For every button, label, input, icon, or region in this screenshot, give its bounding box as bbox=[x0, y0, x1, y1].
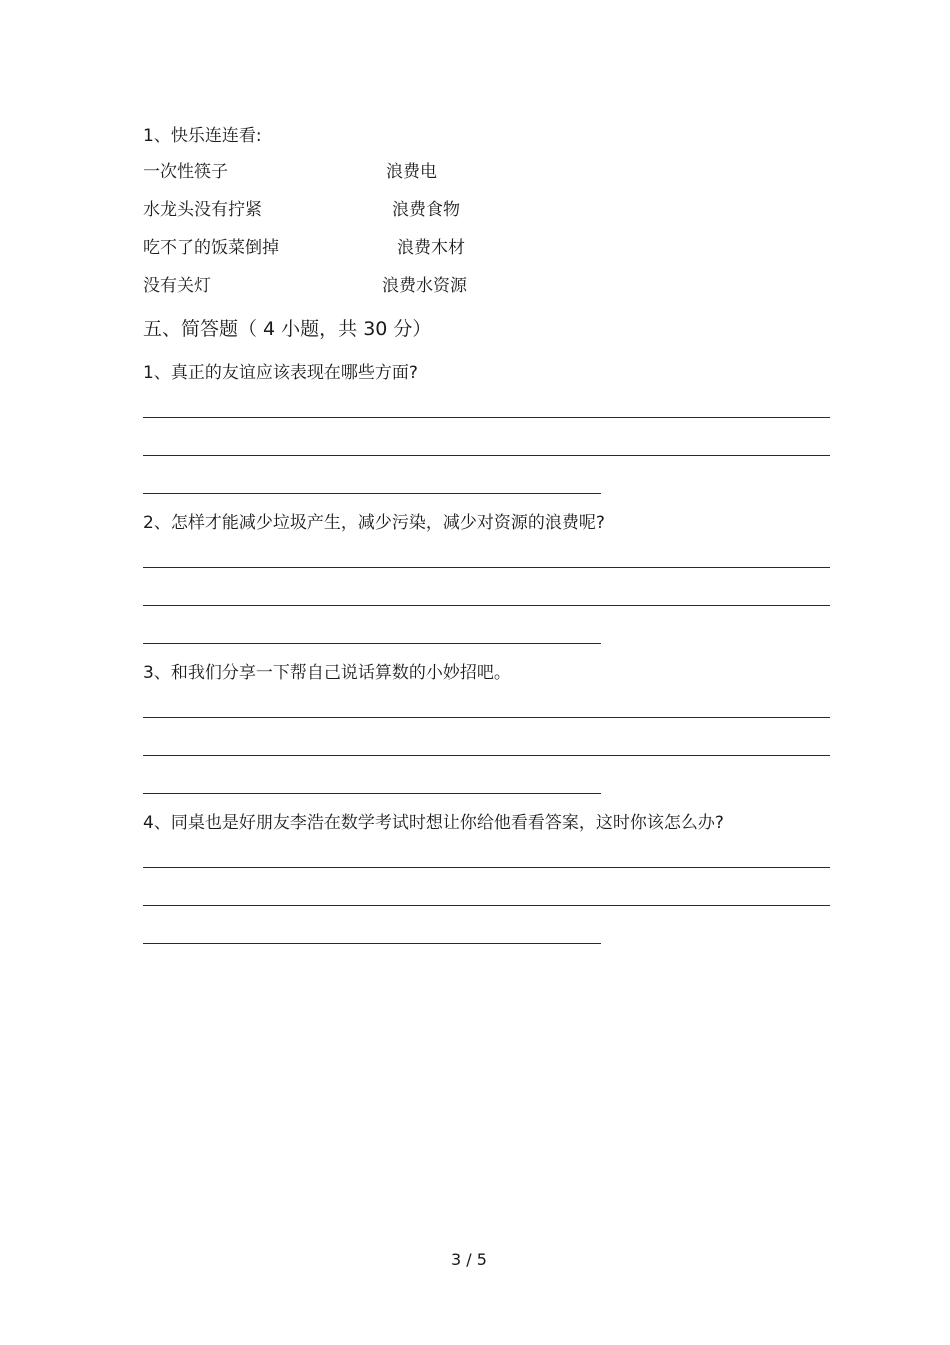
match-question-title: 1、快乐连连看: bbox=[143, 126, 262, 146]
section-heading: 五、简答题（ 4 小题，共 30 分） bbox=[143, 318, 432, 340]
answer-line[interactable] bbox=[143, 493, 601, 494]
match-right-item: 浪费食物 bbox=[392, 200, 460, 220]
answer-line[interactable] bbox=[143, 567, 830, 568]
answer-line[interactable] bbox=[143, 755, 830, 756]
answer-line[interactable] bbox=[143, 905, 830, 906]
question-3: 3、和我们分享一下帮自己说话算数的小妙招吧。 bbox=[143, 663, 511, 683]
match-right-item: 浪费木材 bbox=[397, 238, 465, 258]
match-left-item: 吃不了的饭菜倒掉 bbox=[143, 238, 279, 258]
answer-line[interactable] bbox=[143, 605, 830, 606]
question-2: 2、怎样才能减少垃圾产生，减少污染，减少对资源的浪费呢? bbox=[143, 513, 605, 533]
answer-line[interactable] bbox=[143, 943, 601, 944]
answer-line[interactable] bbox=[143, 793, 601, 794]
match-right-item: 浪费水资源 bbox=[382, 276, 467, 296]
match-right-item: 浪费电 bbox=[386, 162, 437, 182]
question-4: 4、同桌也是好朋友李浩在数学考试时想让你给他看看答案，这时你该怎么办? bbox=[143, 813, 724, 833]
page-number: 3 / 5 bbox=[451, 1250, 487, 1269]
answer-line[interactable] bbox=[143, 717, 830, 718]
answer-line[interactable] bbox=[143, 417, 830, 418]
answer-line[interactable] bbox=[143, 867, 830, 868]
answer-line[interactable] bbox=[143, 643, 601, 644]
answer-line[interactable] bbox=[143, 455, 830, 456]
question-1: 1、真正的友谊应该表现在哪些方面? bbox=[143, 363, 418, 383]
match-left-item: 水龙头没有拧紧 bbox=[143, 200, 262, 220]
match-left-item: 一次性筷子 bbox=[143, 162, 228, 182]
match-left-item: 没有关灯 bbox=[143, 276, 211, 296]
